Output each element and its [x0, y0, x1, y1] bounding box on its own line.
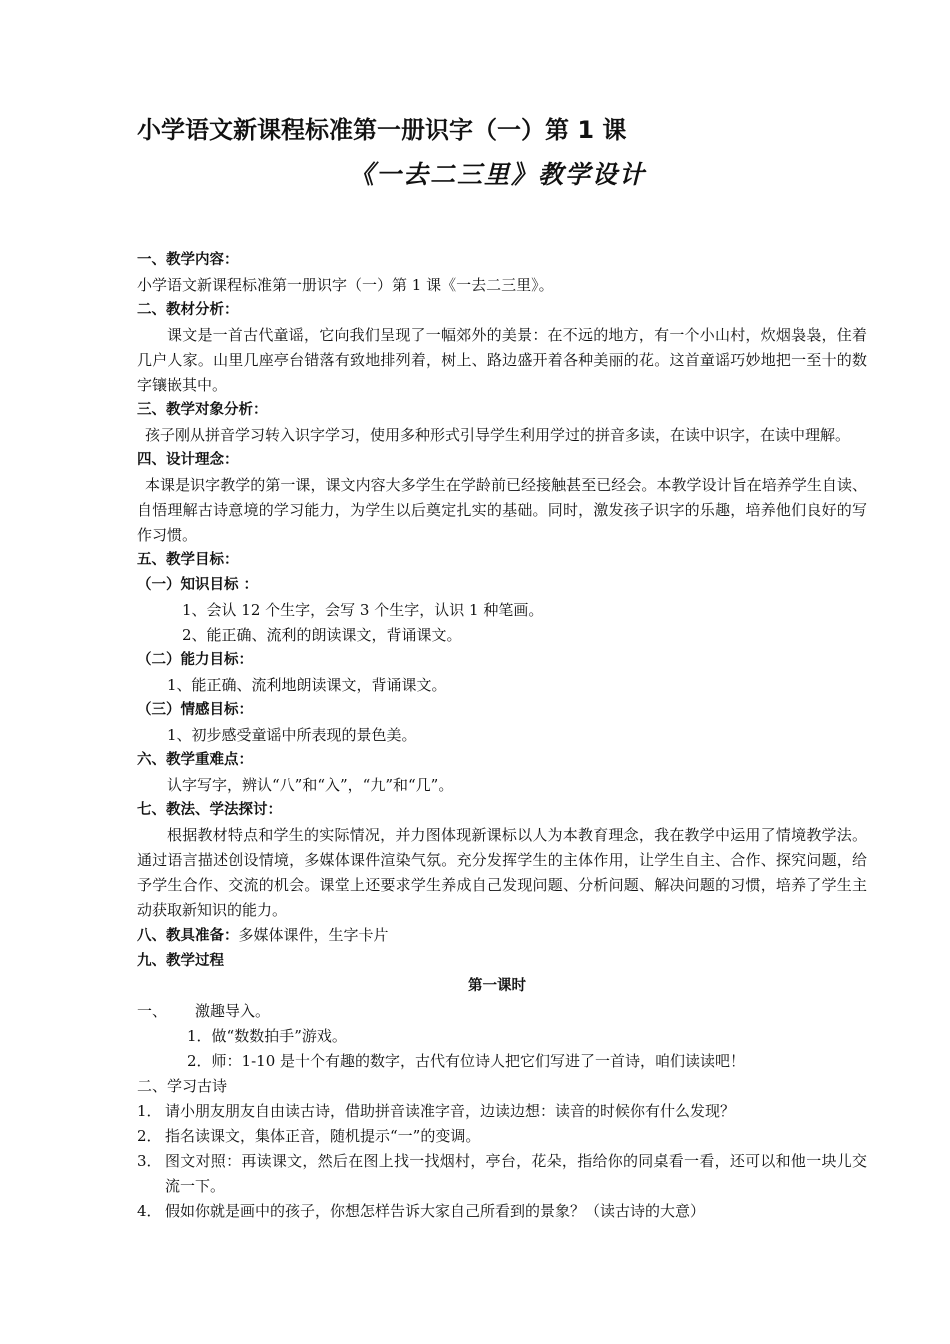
document-title: 小学语文新课程标准第一册识字（一）第 1 课 — [137, 116, 627, 144]
section-heading-5: 五、教学目标： — [137, 552, 239, 568]
goal-heading-knowledge: （一）知识目标 ： — [137, 577, 259, 593]
process-part-2-label: 二、学习古诗 — [137, 1077, 228, 1095]
section-heading-1: 一、教学内容： — [137, 252, 239, 268]
section-body-4: 本课是识字教学的第一课，课文内容大多学生在学龄前已经接触甚至已经会。本教学设计旨在培养学生自读、自悟理解古诗意境的学习能力，为学生以后奠定扎实的基础。同时，激发孩子识字的乐趣，培养他们良好的写作习惯。 — [137, 476, 867, 544]
list-number: 3． — [137, 1152, 162, 1170]
list-item — [137, 1124, 867, 1149]
part-number: 一、 — [137, 1002, 168, 1020]
list-number: 4． — [137, 1202, 162, 1220]
list-text: 指名读课文，集体正音，随机提示“一”的变调。 — [165, 1127, 481, 1145]
list-item — [137, 1099, 867, 1124]
section-heading-9: 九、教学过程 — [137, 953, 224, 969]
section-body-1: 小学语文新课程标准第一册识字（一）第 1 课《一去二三里》。 — [137, 276, 554, 294]
process-part-1 — [137, 999, 867, 1024]
section-body-2: 课文是一首古代童谣，它向我们呈现了一幅郊外的美景：在不远的地方，有一个小山村，炊烟袅袅，住着几户人家。山里几座亭台错落有致地排列着，树上、路边盛开着各种美丽的花。这首童谣巧妙地把一至十的数字镶嵌其中。 — [137, 326, 867, 394]
list-item: 1．做“数数拍手”游戏。 — [187, 1027, 347, 1045]
section-body-3: 孩子刚从拼音学习转入识字学习，使用多种形式引导学生利用学过的拼音多读，在读中识字，在读中理解。 — [145, 426, 851, 444]
list-text: 请小朋友朋友自由读古诗，借助拼音读准字音，边读边想：读音的时候你有什么发现？ — [165, 1102, 736, 1120]
goal-item: 1、初步感受童谣中所表现的景色美。 — [167, 726, 417, 744]
section-heading-4: 四、设计理念： — [137, 452, 239, 468]
section-heading-7: 七、教法、学法探讨： — [137, 802, 282, 818]
document-subtitle: 《一去二三里》教学设计 — [348, 160, 646, 189]
list-text: 假如你就是画中的孩子，你想怎样告诉大家自己所看到的景象？（读古诗的大意） — [165, 1202, 706, 1220]
section-body-8: 多媒体课件，生字卡片 — [238, 926, 389, 944]
goal-item: 1、能正确、流利地朗读课文，背诵课文。 — [167, 676, 447, 694]
part-label: 激趣导入。 — [195, 1002, 271, 1020]
goal-item: 1、会认 12 个生字，会写 3 个生字，认识 1 种笔画。 — [182, 601, 544, 619]
section-body-6: 认字写字，辨认“八”和“入”，“九”和“几”。 — [167, 776, 454, 794]
list-item — [137, 1199, 867, 1224]
list-number: 2． — [137, 1127, 162, 1145]
section-body-7: 根据教材特点和学生的实际情况，并力图体现新课标以人为本教育理念，我在教学中运用了情境教学法。通过语言描述创设情境，多媒体课件渲染气氛。充分发挥学生的主体作用，让学生自主、合作、探究问题，给予学生合作、交流的机会。课堂上还要求学生养成自己发现问题、分析问题、解决问题的习惯，培养了学生主动获取新知识的能力。 — [137, 826, 867, 919]
section-heading-8: 八、教具准备： — [137, 928, 239, 944]
list-item: 2．师：1-10 是十个有趣的数字，古代有位诗人把它们写进了一首诗，咱们读读吧！ — [187, 1052, 746, 1070]
section-heading-6: 六、教学重难点： — [137, 752, 253, 768]
goal-heading-emotion: （三）情感目标： — [137, 702, 253, 718]
document-body — [137, 248, 867, 1224]
lesson-heading: 第一课时 — [468, 978, 526, 994]
section-8 — [137, 923, 867, 949]
section-heading-3: 三、教学对象分析： — [137, 402, 268, 418]
goal-heading-ability: （二）能力目标： — [137, 652, 253, 668]
list-item — [137, 1149, 867, 1199]
section-heading-2: 二、教材分析： — [137, 302, 239, 318]
goal-item: 2、能正确、流利的朗读课文，背诵课文。 — [182, 626, 462, 644]
list-text: 图文对照：再读课文，然后在图上找一找烟村，亭台，花朵，指给你的同桌看一看，还可以和他一块儿交流一下。 — [165, 1152, 867, 1195]
list-number: 1． — [137, 1102, 162, 1120]
